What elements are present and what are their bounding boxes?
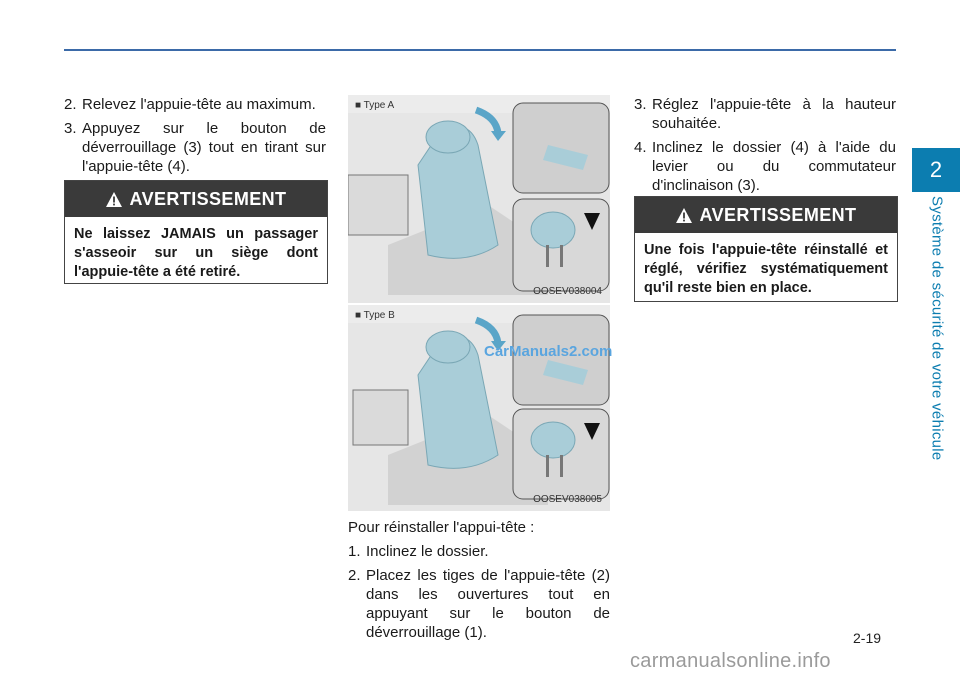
figure-code: OOSEV038004	[533, 286, 602, 297]
figure-label: ■ Type A	[355, 100, 395, 111]
step-text: Relevez l'appuie-tête au maximum.	[82, 96, 316, 113]
middle-text	[348, 518, 610, 647]
step-text: Placez les tiges de l'appuie-tête (2) dans les ouvertures tout en appuyant sur le bouton de déverrouillage (1).	[366, 567, 610, 641]
warning-title: AVERTISSEMENT	[699, 204, 857, 225]
warning-text: Ne laissez JAMAIS un passager s'asseoir sur un siège dont l'appuie-tête a été retiré.	[74, 226, 318, 280]
left-steps	[64, 95, 326, 181]
chapter-title: Système de sécurité de votre véhicule	[928, 196, 946, 461]
step-number: 3.	[634, 96, 647, 113]
warning-triangle-icon	[106, 192, 122, 207]
watermark-link[interactable]: CarManuals2.com	[484, 343, 613, 360]
step-number: 3.	[64, 120, 77, 137]
step-number: 2.	[64, 96, 77, 113]
warning-header	[635, 197, 897, 233]
warning-triangle-icon	[676, 208, 692, 223]
figure-type-a	[348, 95, 610, 303]
seat-illustration-b	[348, 305, 613, 511]
step-text: Inclinez le dossier.	[366, 543, 489, 560]
step-text: Appuyez sur le bouton de déverrouillage (3) tout en tirant sur l'appuie-tête (4).	[82, 120, 326, 175]
step-number: 4.	[634, 139, 647, 156]
chapter-number-tab[interactable]: 2	[912, 148, 960, 192]
list-item	[634, 138, 896, 195]
figure-code: OOSEV038005	[533, 494, 602, 505]
figure-label: ■ Type B	[355, 310, 395, 321]
list-item	[348, 542, 610, 561]
list-item	[64, 95, 326, 114]
warning-box-right	[634, 196, 898, 302]
list-item	[634, 95, 896, 133]
warning-title: AVERTISSEMENT	[129, 188, 287, 209]
warning-text: Une fois l'appuie-tête réinstallé et réglé, vérifiez systématiquement qu'il reste bien en place.	[644, 242, 888, 296]
step-text: Inclinez le dossier (4) à l'aide du levier ou du commutateur d'inclinaison (3).	[652, 139, 896, 194]
header-rule	[64, 49, 896, 51]
figure-type-b	[348, 305, 613, 511]
step-number: 1.	[348, 543, 361, 560]
step-text: Réglez l'appuie-tête à la hauteur souhaitée.	[652, 96, 896, 132]
right-steps	[634, 95, 896, 200]
list-item	[348, 566, 610, 642]
warning-box-left	[64, 180, 328, 284]
step-number: 2.	[348, 567, 361, 584]
list-item	[64, 119, 326, 176]
intro-text: Pour réinstaller l'appui-tête :	[348, 519, 535, 536]
seat-illustration-a	[348, 95, 610, 303]
warning-header	[65, 181, 327, 217]
footer-watermark[interactable]: carmanualsonline.info	[630, 650, 831, 672]
page-number: 2-19	[853, 630, 882, 646]
